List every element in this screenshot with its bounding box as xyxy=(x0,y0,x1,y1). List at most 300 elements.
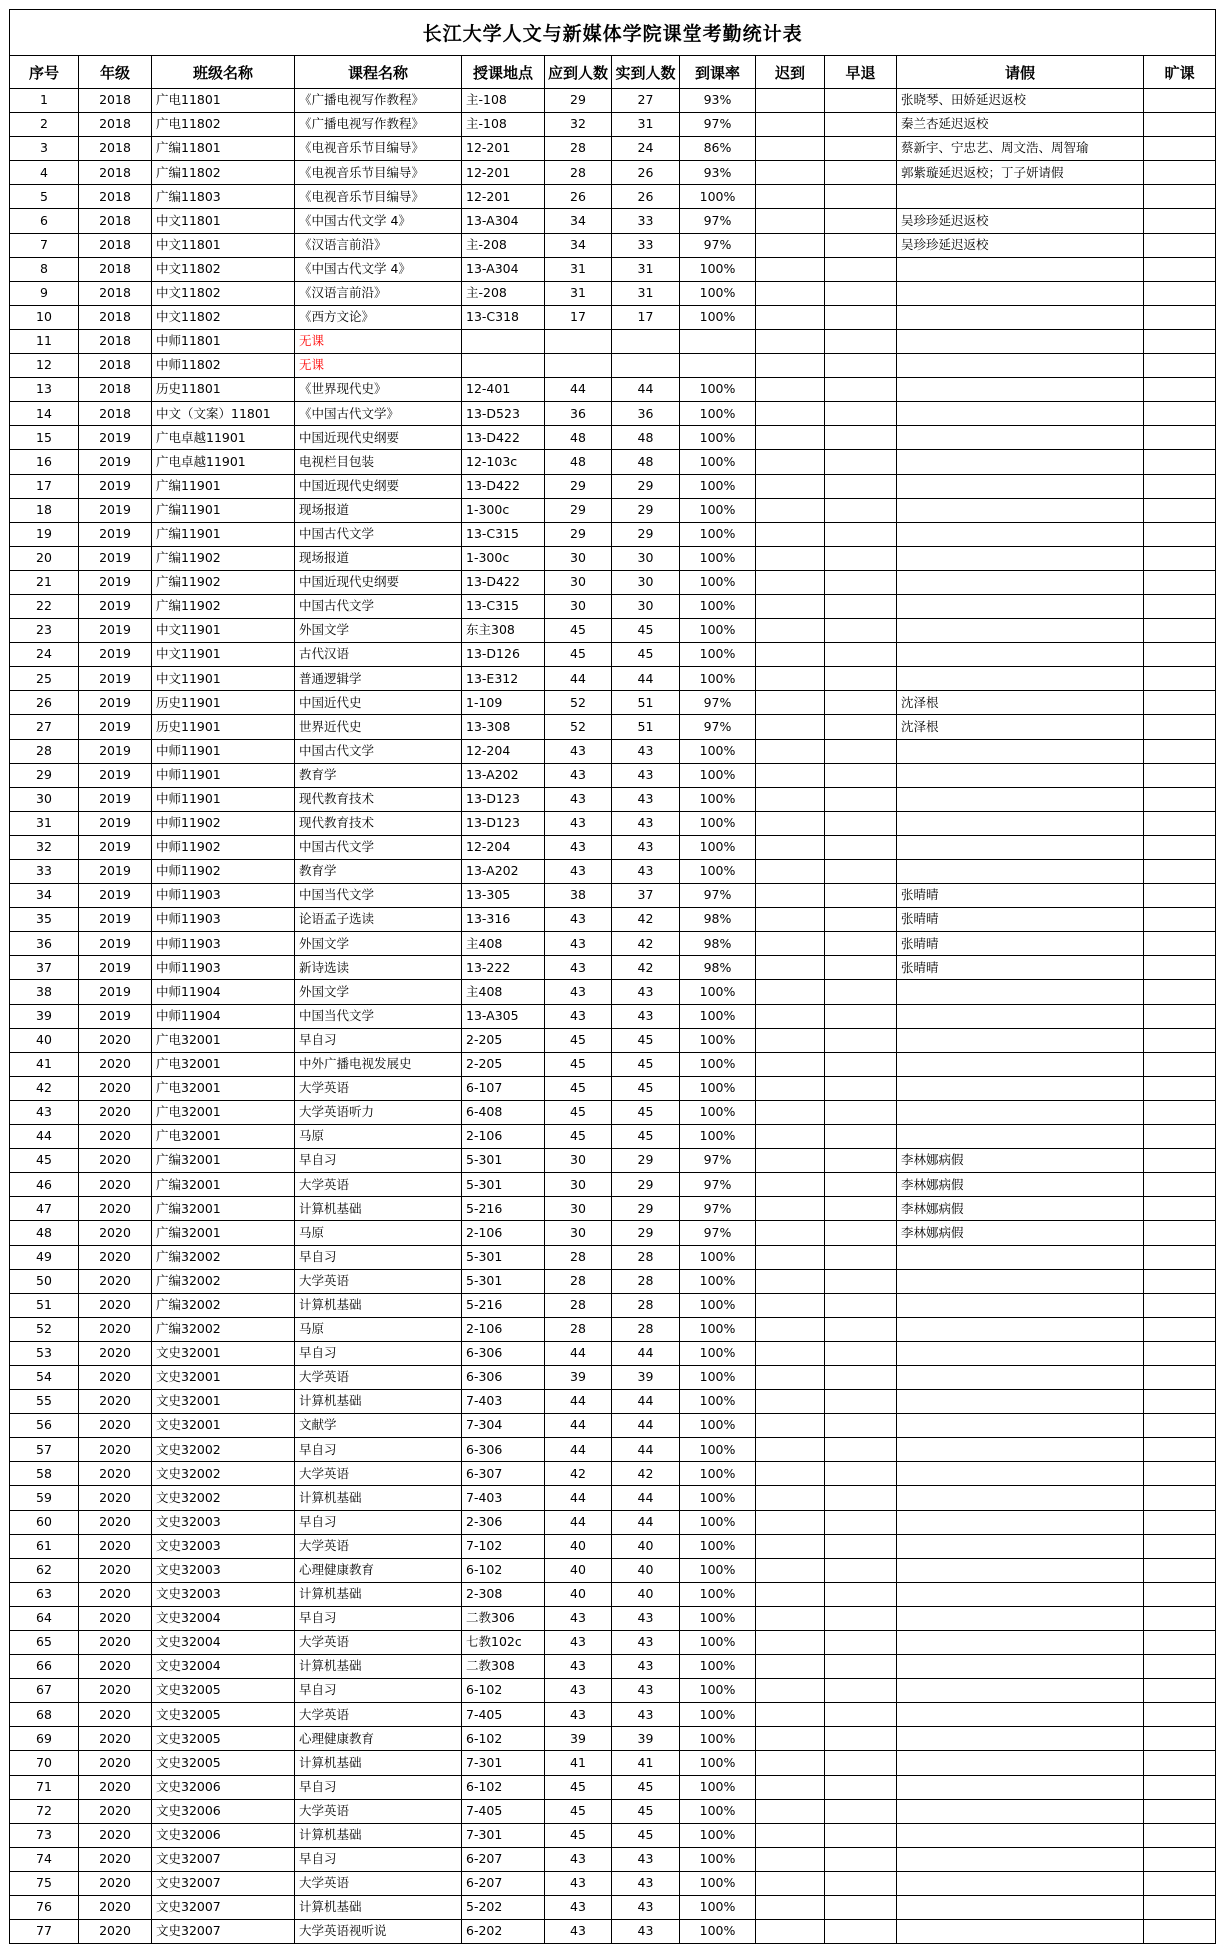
cell-present: 44 xyxy=(612,1390,680,1414)
cell-rate: 100% xyxy=(680,667,756,691)
cell-late xyxy=(756,498,825,522)
cell-class-name: 中文11801 xyxy=(152,209,295,233)
cell-location: 6-102 xyxy=(462,1727,545,1751)
table-row xyxy=(10,209,1216,233)
cell-location: 7-304 xyxy=(462,1414,545,1438)
cell-leave: 张晴晴 xyxy=(897,884,1144,908)
cell-rate: 100% xyxy=(680,1510,756,1534)
cell-early-leave xyxy=(825,1149,897,1173)
cell-early-leave xyxy=(825,1197,897,1221)
cell-present: 28 xyxy=(612,1293,680,1317)
cell-late xyxy=(756,1125,825,1149)
cell-grade: 2019 xyxy=(79,522,152,546)
cell-present: 44 xyxy=(612,1341,680,1365)
cell-course-name: 《汉语言前沿》 xyxy=(295,233,462,257)
cell-class-name: 中文11802 xyxy=(152,257,295,281)
cell-expected: 26 xyxy=(545,185,612,209)
cell-rate: 100% xyxy=(680,522,756,546)
cell-class-name: 中师11902 xyxy=(152,811,295,835)
cell-late xyxy=(756,1293,825,1317)
header-expected: 应到人数 xyxy=(545,56,612,89)
cell-absent xyxy=(1144,1871,1216,1895)
cell-grade: 2018 xyxy=(79,137,152,161)
table-row xyxy=(10,1920,1216,1944)
table-row xyxy=(10,1871,1216,1895)
table-row xyxy=(10,354,1216,378)
cell-grade: 2020 xyxy=(79,1679,152,1703)
cell-class-name: 文史32004 xyxy=(152,1606,295,1630)
table-row xyxy=(10,1245,1216,1269)
cell-location: 2-106 xyxy=(462,1221,545,1245)
cell-index: 71 xyxy=(10,1775,79,1799)
table-row xyxy=(10,474,1216,498)
cell-leave xyxy=(897,1365,1144,1389)
cell-early-leave xyxy=(825,1269,897,1293)
cell-absent xyxy=(1144,450,1216,474)
cell-expected: 39 xyxy=(545,1365,612,1389)
cell-expected: 41 xyxy=(545,1751,612,1775)
cell-early-leave xyxy=(825,811,897,835)
cell-late xyxy=(756,980,825,1004)
cell-early-leave xyxy=(825,1679,897,1703)
cell-rate: 93% xyxy=(680,89,756,113)
cell-early-leave xyxy=(825,763,897,787)
cell-course-name: 大学英语 xyxy=(295,1076,462,1100)
cell-absent xyxy=(1144,1606,1216,1630)
cell-course-name: 新诗选读 xyxy=(295,956,462,980)
cell-rate: 100% xyxy=(680,1655,756,1679)
cell-grade: 2020 xyxy=(79,1920,152,1944)
cell-late xyxy=(756,329,825,353)
cell-leave xyxy=(897,1293,1144,1317)
cell-index: 75 xyxy=(10,1871,79,1895)
cell-absent xyxy=(1144,860,1216,884)
cell-rate: 100% xyxy=(680,643,756,667)
cell-late xyxy=(756,884,825,908)
cell-early-leave xyxy=(825,1727,897,1751)
cell-grade: 2020 xyxy=(79,1558,152,1582)
cell-late xyxy=(756,739,825,763)
cell-grade: 2018 xyxy=(79,185,152,209)
cell-class-name: 中师11903 xyxy=(152,908,295,932)
cell-class-name: 历史11901 xyxy=(152,715,295,739)
cell-index: 46 xyxy=(10,1173,79,1197)
cell-index: 39 xyxy=(10,1004,79,1028)
cell-expected: 48 xyxy=(545,450,612,474)
cell-expected: 45 xyxy=(545,1028,612,1052)
cell-course-name: 计算机基础 xyxy=(295,1751,462,1775)
cell-class-name: 文史32003 xyxy=(152,1558,295,1582)
cell-absent xyxy=(1144,1703,1216,1727)
cell-late xyxy=(756,1365,825,1389)
cell-late xyxy=(756,1028,825,1052)
cell-present: 31 xyxy=(612,257,680,281)
cell-absent xyxy=(1144,426,1216,450)
cell-index: 22 xyxy=(10,594,79,618)
cell-index: 65 xyxy=(10,1631,79,1655)
cell-present: 28 xyxy=(612,1269,680,1293)
table-row xyxy=(10,1028,1216,1052)
cell-course-name: 中国近代史 xyxy=(295,691,462,715)
cell-late xyxy=(756,1149,825,1173)
cell-early-leave xyxy=(825,1896,897,1920)
cell-index: 64 xyxy=(10,1606,79,1630)
cell-expected: 34 xyxy=(545,209,612,233)
cell-course-name: 中国古代文学 xyxy=(295,522,462,546)
cell-present: 40 xyxy=(612,1558,680,1582)
cell-course-name: 中国近现代史纲要 xyxy=(295,570,462,594)
cell-late xyxy=(756,426,825,450)
cell-early-leave xyxy=(825,257,897,281)
cell-expected: 28 xyxy=(545,161,612,185)
table-row xyxy=(10,667,1216,691)
cell-location: 七教102c xyxy=(462,1631,545,1655)
cell-present: 44 xyxy=(612,1414,680,1438)
cell-absent xyxy=(1144,1799,1216,1823)
cell-rate: 100% xyxy=(680,570,756,594)
cell-expected: 44 xyxy=(545,1390,612,1414)
table-row xyxy=(10,1775,1216,1799)
cell-index: 44 xyxy=(10,1125,79,1149)
cell-grade: 2018 xyxy=(79,89,152,113)
cell-expected: 43 xyxy=(545,835,612,859)
cell-grade: 2020 xyxy=(79,1871,152,1895)
cell-leave: 沈泽根 xyxy=(897,715,1144,739)
cell-absent xyxy=(1144,1534,1216,1558)
cell-index: 68 xyxy=(10,1703,79,1727)
cell-location: 13-D422 xyxy=(462,474,545,498)
cell-leave: 张晓琴、田娇延迟返校 xyxy=(897,89,1144,113)
cell-present: 45 xyxy=(612,643,680,667)
cell-index: 41 xyxy=(10,1052,79,1076)
cell-early-leave xyxy=(825,956,897,980)
cell-rate: 86% xyxy=(680,137,756,161)
cell-index: 61 xyxy=(10,1534,79,1558)
cell-course-name: 外国文学 xyxy=(295,980,462,1004)
cell-early-leave xyxy=(825,1438,897,1462)
cell-index: 11 xyxy=(10,329,79,353)
cell-location: 东主308 xyxy=(462,619,545,643)
cell-class-name: 广编32002 xyxy=(152,1317,295,1341)
cell-grade: 2019 xyxy=(79,570,152,594)
cell-index: 5 xyxy=(10,185,79,209)
cell-expected: 31 xyxy=(545,281,612,305)
cell-expected: 43 xyxy=(545,763,612,787)
cell-course-name: 《世界现代史》 xyxy=(295,378,462,402)
cell-index: 52 xyxy=(10,1317,79,1341)
cell-course-name: 电视栏目包装 xyxy=(295,450,462,474)
cell-expected: 39 xyxy=(545,1727,612,1751)
table-row xyxy=(10,1125,1216,1149)
cell-class-name: 广编11802 xyxy=(152,161,295,185)
cell-location: 7-102 xyxy=(462,1534,545,1558)
cell-late xyxy=(756,1631,825,1655)
cell-class-name: 文史32003 xyxy=(152,1534,295,1558)
cell-rate: 100% xyxy=(680,378,756,402)
cell-location: 6-408 xyxy=(462,1100,545,1124)
cell-class-name: 广电32001 xyxy=(152,1076,295,1100)
cell-location: 7-405 xyxy=(462,1799,545,1823)
cell-location: 7-405 xyxy=(462,1703,545,1727)
cell-course-name: 文献学 xyxy=(295,1414,462,1438)
cell-index: 51 xyxy=(10,1293,79,1317)
header-late: 迟到 xyxy=(756,56,825,89)
cell-class-name: 文史32005 xyxy=(152,1703,295,1727)
cell-early-leave xyxy=(825,1245,897,1269)
cell-index: 26 xyxy=(10,691,79,715)
cell-course-name: 普通逻辑学 xyxy=(295,667,462,691)
cell-rate: 97% xyxy=(680,715,756,739)
cell-index: 57 xyxy=(10,1438,79,1462)
cell-rate: 100% xyxy=(680,1100,756,1124)
cell-expected: 29 xyxy=(545,89,612,113)
cell-location: 7-301 xyxy=(462,1823,545,1847)
cell-rate: 100% xyxy=(680,1004,756,1028)
cell-leave xyxy=(897,257,1144,281)
cell-index: 47 xyxy=(10,1197,79,1221)
table-row xyxy=(10,1703,1216,1727)
cell-rate: 100% xyxy=(680,450,756,474)
cell-absent xyxy=(1144,1269,1216,1293)
cell-absent xyxy=(1144,691,1216,715)
cell-present: 48 xyxy=(612,450,680,474)
cell-absent xyxy=(1144,787,1216,811)
cell-expected: 30 xyxy=(545,594,612,618)
cell-class-name: 广编11902 xyxy=(152,594,295,618)
cell-grade: 2019 xyxy=(79,546,152,570)
cell-absent xyxy=(1144,89,1216,113)
cell-expected: 43 xyxy=(545,1655,612,1679)
cell-index: 21 xyxy=(10,570,79,594)
cell-absent xyxy=(1144,498,1216,522)
cell-course-name: 大学英语 xyxy=(295,1534,462,1558)
cell-leave xyxy=(897,474,1144,498)
cell-leave xyxy=(897,1245,1144,1269)
cell-grade: 2020 xyxy=(79,1052,152,1076)
cell-late xyxy=(756,161,825,185)
cell-course-name: 早自习 xyxy=(295,1341,462,1365)
cell-early-leave xyxy=(825,137,897,161)
cell-index: 45 xyxy=(10,1149,79,1173)
table-row xyxy=(10,1823,1216,1847)
cell-course-name: 计算机基础 xyxy=(295,1197,462,1221)
cell-absent xyxy=(1144,908,1216,932)
cell-index: 7 xyxy=(10,233,79,257)
cell-expected: 44 xyxy=(545,1341,612,1365)
cell-grade: 2020 xyxy=(79,1582,152,1606)
cell-present: 40 xyxy=(612,1582,680,1606)
table-row xyxy=(10,1173,1216,1197)
cell-present: 30 xyxy=(612,594,680,618)
cell-leave: 吴珍珍延迟返校 xyxy=(897,233,1144,257)
cell-index: 15 xyxy=(10,426,79,450)
cell-early-leave xyxy=(825,715,897,739)
cell-late xyxy=(756,715,825,739)
cell-leave: 蔡新宇、宁忠艺、周文浩、周智瑜 xyxy=(897,137,1144,161)
cell-class-name: 广电32001 xyxy=(152,1052,295,1076)
cell-early-leave xyxy=(825,522,897,546)
cell-leave xyxy=(897,1558,1144,1582)
cell-early-leave xyxy=(825,860,897,884)
cell-leave xyxy=(897,546,1144,570)
cell-index: 48 xyxy=(10,1221,79,1245)
cell-grade: 2020 xyxy=(79,1486,152,1510)
cell-rate: 100% xyxy=(680,1775,756,1799)
cell-leave xyxy=(897,1655,1144,1679)
cell-rate: 100% xyxy=(680,835,756,859)
cell-present: 26 xyxy=(612,185,680,209)
cell-leave xyxy=(897,1896,1144,1920)
cell-location: 13-D126 xyxy=(462,643,545,667)
cell-location: 12-103c xyxy=(462,450,545,474)
cell-location: 13-316 xyxy=(462,908,545,932)
cell-course-name: 中国古代文学 xyxy=(295,594,462,618)
table-row xyxy=(10,137,1216,161)
cell-early-leave xyxy=(825,450,897,474)
cell-early-leave xyxy=(825,619,897,643)
cell-early-leave xyxy=(825,1631,897,1655)
cell-index: 74 xyxy=(10,1847,79,1871)
cell-rate: 100% xyxy=(680,1799,756,1823)
cell-location: 5-301 xyxy=(462,1269,545,1293)
cell-expected: 43 xyxy=(545,1606,612,1630)
cell-late xyxy=(756,691,825,715)
cell-leave: 李林娜病假 xyxy=(897,1149,1144,1173)
cell-index: 17 xyxy=(10,474,79,498)
table-row xyxy=(10,1438,1216,1462)
table-row xyxy=(10,113,1216,137)
cell-late xyxy=(756,835,825,859)
cell-early-leave xyxy=(825,1799,897,1823)
cell-grade: 2020 xyxy=(79,1245,152,1269)
cell-class-name: 文史32007 xyxy=(152,1847,295,1871)
cell-leave xyxy=(897,1269,1144,1293)
cell-class-name: 文史32001 xyxy=(152,1414,295,1438)
cell-course-name: 马原 xyxy=(295,1221,462,1245)
cell-course-name: 古代汉语 xyxy=(295,643,462,667)
table-row xyxy=(10,643,1216,667)
cell-leave xyxy=(897,1679,1144,1703)
cell-early-leave xyxy=(825,1775,897,1799)
cell-expected: 38 xyxy=(545,884,612,908)
cell-index: 18 xyxy=(10,498,79,522)
cell-expected: 30 xyxy=(545,570,612,594)
cell-grade: 2020 xyxy=(79,1125,152,1149)
cell-late xyxy=(756,1606,825,1630)
cell-index: 8 xyxy=(10,257,79,281)
cell-absent xyxy=(1144,594,1216,618)
cell-grade: 2020 xyxy=(79,1799,152,1823)
cell-class-name: 广编32001 xyxy=(152,1149,295,1173)
cell-late xyxy=(756,1438,825,1462)
cell-grade: 2020 xyxy=(79,1703,152,1727)
cell-rate: 100% xyxy=(680,402,756,426)
cell-rate: 100% xyxy=(680,1582,756,1606)
cell-absent xyxy=(1144,257,1216,281)
cell-index: 72 xyxy=(10,1799,79,1823)
cell-expected: 43 xyxy=(545,908,612,932)
cell-class-name: 广编11902 xyxy=(152,570,295,594)
cell-absent xyxy=(1144,281,1216,305)
cell-location: 13-D523 xyxy=(462,402,545,426)
cell-grade: 2020 xyxy=(79,1100,152,1124)
table-row xyxy=(10,956,1216,980)
table-row xyxy=(10,1896,1216,1920)
cell-location: 12-201 xyxy=(462,185,545,209)
cell-rate: 100% xyxy=(680,1028,756,1052)
cell-expected: 43 xyxy=(545,1703,612,1727)
cell-expected: 40 xyxy=(545,1558,612,1582)
cell-location: 7-301 xyxy=(462,1751,545,1775)
cell-late xyxy=(756,1245,825,1269)
cell-location: 主-108 xyxy=(462,113,545,137)
cell-course-name: 中外广播电视发展史 xyxy=(295,1052,462,1076)
cell-rate: 100% xyxy=(680,1896,756,1920)
cell-course-name: 计算机基础 xyxy=(295,1582,462,1606)
cell-late xyxy=(756,763,825,787)
cell-expected: 30 xyxy=(545,546,612,570)
cell-present: 43 xyxy=(612,1679,680,1703)
cell-early-leave xyxy=(825,932,897,956)
table-row xyxy=(10,570,1216,594)
table-row xyxy=(10,715,1216,739)
cell-late xyxy=(756,1847,825,1871)
cell-leave: 秦兰杏延迟返校 xyxy=(897,113,1144,137)
cell-index: 58 xyxy=(10,1462,79,1486)
cell-leave xyxy=(897,1438,1144,1462)
cell-absent xyxy=(1144,1896,1216,1920)
cell-absent xyxy=(1144,546,1216,570)
cell-present: 45 xyxy=(612,1028,680,1052)
cell-location: 13-305 xyxy=(462,884,545,908)
cell-location: 5-301 xyxy=(462,1173,545,1197)
cell-leave xyxy=(897,1606,1144,1630)
cell-present: 43 xyxy=(612,787,680,811)
cell-grade: 2020 xyxy=(79,1606,152,1630)
cell-late xyxy=(756,1486,825,1510)
cell-class-name: 广电11802 xyxy=(152,113,295,137)
cell-class-name: 广电卓越11901 xyxy=(152,450,295,474)
cell-grade: 2020 xyxy=(79,1390,152,1414)
cell-leave xyxy=(897,570,1144,594)
cell-expected: 45 xyxy=(545,1823,612,1847)
cell-class-name: 中文11801 xyxy=(152,233,295,257)
cell-course-name: 大学英语 xyxy=(295,1631,462,1655)
cell-class-name: 文史32006 xyxy=(152,1799,295,1823)
cell-early-leave xyxy=(825,281,897,305)
cell-class-name: 文史32002 xyxy=(152,1486,295,1510)
cell-course-name: 《广播电视写作教程》 xyxy=(295,89,462,113)
cell-location: 13-D422 xyxy=(462,426,545,450)
cell-class-name: 广电11801 xyxy=(152,89,295,113)
cell-course-name: 计算机基础 xyxy=(295,1896,462,1920)
cell-grade: 2020 xyxy=(79,1365,152,1389)
cell-late xyxy=(756,1751,825,1775)
cell-location: 13-D123 xyxy=(462,787,545,811)
cell-class-name: 广编11901 xyxy=(152,498,295,522)
cell-present: 43 xyxy=(612,739,680,763)
cell-expected: 44 xyxy=(545,667,612,691)
cell-absent xyxy=(1144,522,1216,546)
cell-class-name: 文史32003 xyxy=(152,1582,295,1606)
cell-late xyxy=(756,1775,825,1799)
cell-absent xyxy=(1144,570,1216,594)
cell-early-leave xyxy=(825,1534,897,1558)
cell-expected: 45 xyxy=(545,1052,612,1076)
cell-grade: 2020 xyxy=(79,1775,152,1799)
cell-rate: 100% xyxy=(680,474,756,498)
cell-late xyxy=(756,1052,825,1076)
